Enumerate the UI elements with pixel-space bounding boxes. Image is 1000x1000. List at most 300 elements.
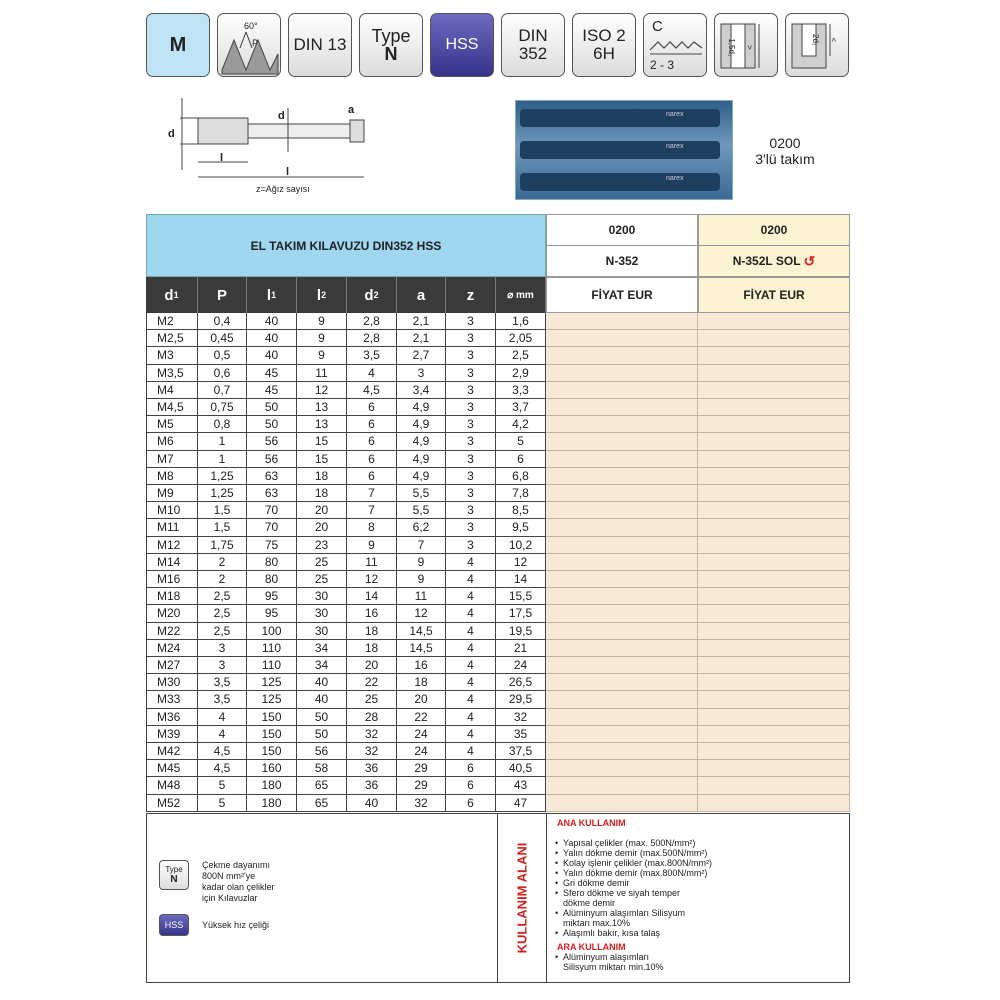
- iso-bottom: 6H: [593, 44, 615, 63]
- table-cell: 34: [297, 640, 347, 657]
- price-cell: [698, 347, 850, 364]
- din352-bottom: 352: [518, 44, 548, 63]
- legend-type-badge: [159, 860, 189, 890]
- table-cell: 1,5: [198, 519, 247, 536]
- table-cell: 2,1: [397, 330, 446, 347]
- table-cell: 32: [397, 795, 446, 812]
- table-cell: 1,75: [198, 537, 247, 554]
- usage-vertical-text: KULLANIM ALANI: [514, 842, 530, 954]
- table-cell: 13: [297, 399, 347, 416]
- price-cell: [698, 502, 850, 519]
- header-cell: [347, 277, 397, 313]
- price-cell: [698, 382, 850, 399]
- legend-type-bottom: N: [170, 874, 178, 885]
- table-cell: 6: [347, 433, 397, 450]
- price-cell: [546, 416, 698, 433]
- table-cell: 6: [347, 451, 397, 468]
- table-cell: 160: [247, 760, 297, 777]
- price-cell: [546, 640, 698, 657]
- table-row: [146, 588, 850, 605]
- table-cell: 4: [446, 623, 496, 640]
- table-row: [146, 743, 850, 760]
- table-cell: 3: [446, 519, 496, 536]
- price-cell: [546, 399, 698, 416]
- price-cell: [546, 709, 698, 726]
- table-cell: 70: [247, 519, 297, 536]
- table-cell: 3: [198, 640, 247, 657]
- price-cell: [546, 657, 698, 674]
- table-cell: 2,1: [397, 313, 446, 330]
- header-label: l: [316, 286, 322, 304]
- table-cell: 110: [247, 640, 297, 657]
- table-cell: 16: [347, 605, 397, 622]
- price-cell: [698, 588, 850, 605]
- table-row: [146, 777, 850, 794]
- table-cell: 30: [297, 588, 347, 605]
- price-cell: [546, 777, 698, 794]
- table-cell: 2,5: [496, 347, 546, 364]
- price-cell: [546, 760, 698, 777]
- table-cell: 18: [347, 623, 397, 640]
- table-cell: 110: [247, 657, 297, 674]
- table-row: [146, 691, 850, 708]
- table-cell: 17,5: [496, 605, 546, 622]
- chamfer-badge: [643, 13, 707, 77]
- table-cell: 18: [397, 674, 446, 691]
- price-cell: [698, 330, 850, 347]
- table-cell: 3,3: [496, 382, 546, 399]
- table-cell: 20: [397, 691, 446, 708]
- price-cell: [698, 313, 850, 330]
- table-cell: 9: [297, 347, 347, 364]
- table-cell: 4: [446, 571, 496, 588]
- type-label: Type: [371, 26, 411, 46]
- table-row: [146, 485, 850, 502]
- price-cell: [546, 605, 698, 622]
- table-cell: 4: [347, 365, 397, 382]
- col2-type-label: N-352L SOL: [732, 254, 801, 268]
- table-cell: 26,5: [496, 674, 546, 691]
- table-cell: 180: [247, 777, 297, 794]
- hss-badge: [430, 13, 494, 77]
- type-value: N: [384, 44, 398, 64]
- table-cell: 4,9: [397, 451, 446, 468]
- table-cell: M7: [146, 451, 198, 468]
- d1-label: d: [168, 128, 175, 140]
- table-cell: 15,5: [496, 588, 546, 605]
- table-cell: 24: [397, 743, 446, 760]
- usage-item: • Alüminyum alaşımları Silisyum miktarı min.10%: [555, 952, 845, 972]
- table-cell: 24: [496, 657, 546, 674]
- table-cell: 2,8: [347, 330, 397, 347]
- table-cell: M8: [146, 468, 198, 485]
- table-cell: 32: [347, 743, 397, 760]
- table-cell: 2: [198, 571, 247, 588]
- secondary-usage-items: [555, 952, 845, 972]
- header-label: d: [364, 286, 374, 304]
- price-cell: [546, 691, 698, 708]
- table-cell: 6: [446, 760, 496, 777]
- table-cell: 23: [297, 537, 347, 554]
- l2-label: l: [220, 152, 224, 164]
- table-cell: 3: [446, 399, 496, 416]
- table-cell: M9: [146, 485, 198, 502]
- table-cell: 14: [496, 571, 546, 588]
- price-cell: [698, 519, 850, 536]
- usage-item: • Sfero dökme ve siyah temper dökme demir: [555, 888, 845, 908]
- table-cell: M3: [146, 347, 198, 364]
- price-cell: [698, 674, 850, 691]
- table-cell: 7: [397, 537, 446, 554]
- header-label: d: [164, 286, 174, 304]
- table-cell: 28: [347, 709, 397, 726]
- iso-tolerance-badge: [572, 13, 636, 77]
- table-cell: 3: [446, 365, 496, 382]
- table-cell: 14,5: [397, 623, 446, 640]
- table-cell: 47: [496, 795, 546, 812]
- table-row: [146, 365, 850, 382]
- table-cell: 3: [446, 313, 496, 330]
- usage-item: • Alaşımlı bakır, kısa talaş: [555, 928, 845, 938]
- table-cell: 50: [297, 726, 347, 743]
- table-cell: 4: [446, 640, 496, 657]
- brand-mark-2: narex: [666, 143, 684, 150]
- price-cell: [546, 726, 698, 743]
- price-cell: [546, 674, 698, 691]
- table-cell: 24: [397, 726, 446, 743]
- table-cell: 3: [446, 485, 496, 502]
- table-cell: 11: [397, 588, 446, 605]
- table-cell: 1,5: [198, 502, 247, 519]
- pitch-label: P: [252, 38, 259, 48]
- usage-item: • Alüminyum alaşımları Silisyum miktarı max.10%: [555, 908, 845, 928]
- table-cell: 3: [446, 416, 496, 433]
- table-cell: 25: [347, 691, 397, 708]
- table-cell: 150: [247, 709, 297, 726]
- bottom-panel: [146, 813, 850, 983]
- table-cell: 63: [247, 468, 297, 485]
- table-cell: 4: [446, 588, 496, 605]
- table-cell: 2,05: [496, 330, 546, 347]
- tap-technical-drawing: [168, 92, 378, 202]
- price-cell: [546, 468, 698, 485]
- tap-3: [520, 173, 720, 191]
- table-cell: 13: [297, 416, 347, 433]
- table-cell: 12: [397, 605, 446, 622]
- table-cell: 9: [397, 554, 446, 571]
- table-cell: 16: [397, 657, 446, 674]
- table-cell: 75: [247, 537, 297, 554]
- table-cell: 3: [446, 330, 496, 347]
- table-cell: 20: [297, 502, 347, 519]
- table-cell: 3: [446, 382, 496, 399]
- tap-1: [520, 109, 720, 127]
- table-cell: 1,25: [198, 468, 247, 485]
- l1-label: l: [286, 166, 290, 178]
- table-cell: 40: [347, 795, 397, 812]
- chamfer-label: C: [652, 18, 663, 35]
- header-label: z: [466, 286, 475, 304]
- header-cell: [496, 277, 546, 313]
- table-cell: 45: [247, 382, 297, 399]
- header-cell: [198, 277, 247, 313]
- table-cell: 3: [198, 657, 247, 674]
- drill-diameter-icon: ⌀ mm: [507, 289, 534, 301]
- price-cell: [698, 657, 850, 674]
- table-row: [146, 554, 850, 571]
- table-cell: 3,4: [397, 382, 446, 399]
- table-cell: 9: [297, 313, 347, 330]
- table-cell: 5: [198, 777, 247, 794]
- table-cell: 125: [247, 674, 297, 691]
- price-cell: [546, 382, 698, 399]
- table-cell: 3: [397, 365, 446, 382]
- price-header-2: FİYAT EUR: [698, 277, 850, 313]
- table-cell: 1,6: [496, 313, 546, 330]
- legend-hss-label: HSS: [164, 920, 184, 930]
- table-cell: 3: [446, 347, 496, 364]
- thread-angle-label: 60°: [244, 21, 258, 31]
- header-label: l: [266, 286, 272, 304]
- table-cell: 35: [496, 726, 546, 743]
- table-cell: 40: [247, 313, 297, 330]
- table-cell: 70: [247, 502, 297, 519]
- table-cell: 63: [247, 485, 297, 502]
- table-cell: 25: [297, 571, 347, 588]
- metric-thread-badge: [146, 13, 210, 77]
- table-cell: 5: [496, 433, 546, 450]
- price-cell: [698, 777, 850, 794]
- table-row: [146, 451, 850, 468]
- table-cell: 2,5: [198, 605, 247, 622]
- table-cell: 9: [347, 537, 397, 554]
- table-row: [146, 674, 850, 691]
- price-cell: [698, 537, 850, 554]
- col2-type: [698, 245, 850, 277]
- header-subscript: 1: [271, 290, 277, 300]
- header-label: a: [416, 286, 426, 304]
- din352-badge: [501, 13, 565, 77]
- table-cell: 37,5: [496, 743, 546, 760]
- price-cell: [546, 451, 698, 468]
- table-row: [146, 502, 850, 519]
- table-cell: 50: [247, 399, 297, 416]
- price-cell: [546, 571, 698, 588]
- table-cell: 7,8: [496, 485, 546, 502]
- table-cell: 30: [297, 623, 347, 640]
- table-cell: M27: [146, 657, 198, 674]
- legend-hss-badge: [159, 914, 189, 936]
- table-cell: 15: [297, 451, 347, 468]
- legend-hss-text: Yüksek hız çeliği: [202, 920, 270, 930]
- table-cell: 4,5: [198, 760, 247, 777]
- price-cell: [546, 743, 698, 760]
- usage-item: • Yapısal çelikler (max. 500N/mm²): [555, 838, 845, 848]
- table-row: [146, 519, 850, 536]
- price-cell: [546, 347, 698, 364]
- price-cell: [698, 451, 850, 468]
- table-cell: M5: [146, 416, 198, 433]
- table-cell: 4: [198, 726, 247, 743]
- price-cell: [698, 365, 850, 382]
- table-cell: M3,5: [146, 365, 198, 382]
- table-cell: 6: [347, 399, 397, 416]
- table-cell: 32: [496, 709, 546, 726]
- through-hole-badge: [714, 13, 778, 77]
- price-cell: [698, 743, 850, 760]
- header-row: [146, 277, 546, 313]
- iso-top: ISO 2: [582, 26, 626, 45]
- table-cell: 4,5: [347, 382, 397, 399]
- table-cell: 0,7: [198, 382, 247, 399]
- table-cell: M18: [146, 588, 198, 605]
- table-cell: M42: [146, 743, 198, 760]
- table-cell: 6: [347, 468, 397, 485]
- table-cell: M4: [146, 382, 198, 399]
- table-cell: M20: [146, 605, 198, 622]
- table-cell: 2,8: [347, 313, 397, 330]
- table-row: [146, 537, 850, 554]
- z-caption: z=Ağız sayısı: [256, 184, 310, 194]
- table-cell: 4: [446, 709, 496, 726]
- price-cell: [698, 605, 850, 622]
- table-cell: 6: [446, 795, 496, 812]
- col1-type: N-352: [546, 245, 698, 277]
- usage-item: • Yalın dökme demir (max.800N/mm²): [555, 868, 845, 878]
- table-cell: 3: [446, 451, 496, 468]
- table-row: [146, 726, 850, 743]
- hss-label: HSS: [445, 36, 479, 53]
- header-cell: [146, 277, 198, 313]
- table-cell: 0,8: [198, 416, 247, 433]
- table-cell: 2,9: [496, 365, 546, 382]
- usage-item: • Kolay işlenir çelikler (max.800N/mm²): [555, 858, 845, 868]
- header-subscript: 2: [321, 290, 327, 300]
- price-cell: [546, 330, 698, 347]
- table-cell: 150: [247, 726, 297, 743]
- table-cell: 7: [347, 485, 397, 502]
- table-cell: 3,5: [198, 691, 247, 708]
- thread-profile-badge: [217, 13, 281, 77]
- table-cell: M24: [146, 640, 198, 657]
- table-cell: M22: [146, 623, 198, 640]
- price-cell: [546, 588, 698, 605]
- table-cell: 0,75: [198, 399, 247, 416]
- table-cell: 29: [397, 777, 446, 794]
- blind-hole-icon: [786, 14, 850, 78]
- legend-hss: [159, 914, 269, 936]
- table-cell: 56: [247, 451, 297, 468]
- table-cell: 6: [446, 777, 496, 794]
- table-cell: M36: [146, 709, 198, 726]
- price-cell: [698, 726, 850, 743]
- table-row: [146, 347, 850, 364]
- price-cell: [546, 795, 698, 812]
- table-cell: M45: [146, 760, 198, 777]
- table-cell: M39: [146, 726, 198, 743]
- price-cell: [546, 313, 698, 330]
- price-cell: [698, 623, 850, 640]
- table-cell: 9,5: [496, 519, 546, 536]
- main-usage-items: [555, 838, 845, 938]
- table-cell: 65: [297, 795, 347, 812]
- table-cell: 6: [347, 416, 397, 433]
- table-cell: 150: [247, 743, 297, 760]
- din13-badge: [288, 13, 352, 77]
- a-label: a: [348, 104, 355, 116]
- price-cell: [546, 554, 698, 571]
- table-cell: 125: [247, 691, 297, 708]
- table-cell: M2,5: [146, 330, 198, 347]
- table-cell: 3: [446, 468, 496, 485]
- table-row: [146, 657, 850, 674]
- table-cell: 22: [347, 674, 397, 691]
- price-cell: [546, 433, 698, 450]
- table-cell: 20: [347, 657, 397, 674]
- table-cell: 25: [297, 554, 347, 571]
- table-cell: 56: [247, 433, 297, 450]
- table-cell: 8,5: [496, 502, 546, 519]
- usage-list: [555, 816, 845, 972]
- table-cell: 80: [247, 554, 297, 571]
- spec-badges: [146, 13, 854, 77]
- table-cell: 4: [446, 726, 496, 743]
- table-cell: 7: [347, 502, 397, 519]
- table-cell: 56: [297, 743, 347, 760]
- table-cell: 10,2: [496, 537, 546, 554]
- table-cell: 6: [496, 451, 546, 468]
- table-row: [146, 330, 850, 347]
- left-hand-arrow-icon: ↺: [803, 252, 816, 269]
- table-cell: 40: [247, 330, 297, 347]
- table-cell: 2,5: [198, 588, 247, 605]
- price-cell: [698, 571, 850, 588]
- price-cell: [698, 640, 850, 657]
- table-row: [146, 623, 850, 640]
- table-cell: 100: [247, 623, 297, 640]
- table-cell: 22: [397, 709, 446, 726]
- table-cell: 12: [347, 571, 397, 588]
- table-cell: 3,5: [347, 347, 397, 364]
- price-cell: [546, 623, 698, 640]
- header-cell: [446, 277, 496, 313]
- table-cell: 30: [297, 605, 347, 622]
- table-cell: 4: [446, 657, 496, 674]
- table-cell: 50: [297, 709, 347, 726]
- table-cell: 0,4: [198, 313, 247, 330]
- legend-type-top: Type: [165, 865, 183, 874]
- table-cell: M10: [146, 502, 198, 519]
- table-row: [146, 433, 850, 450]
- price-cell: [698, 468, 850, 485]
- table-cell: 0,6: [198, 365, 247, 382]
- table-cell: 4: [198, 709, 247, 726]
- header-subscript: 1: [173, 290, 179, 300]
- table-cell: 19,5: [496, 623, 546, 640]
- table-cell: 11: [297, 365, 347, 382]
- table-cell: 40: [297, 691, 347, 708]
- table-cell: 0,45: [198, 330, 247, 347]
- table-cell: 58: [297, 760, 347, 777]
- table-cell: 2,7: [397, 347, 446, 364]
- table-cell: 6,8: [496, 468, 546, 485]
- table-row: [146, 382, 850, 399]
- table-cell: M48: [146, 777, 198, 794]
- price-cell: [698, 554, 850, 571]
- table-cell: M12: [146, 537, 198, 554]
- table-cell: 18: [347, 640, 397, 657]
- table-cell: 4,5: [198, 743, 247, 760]
